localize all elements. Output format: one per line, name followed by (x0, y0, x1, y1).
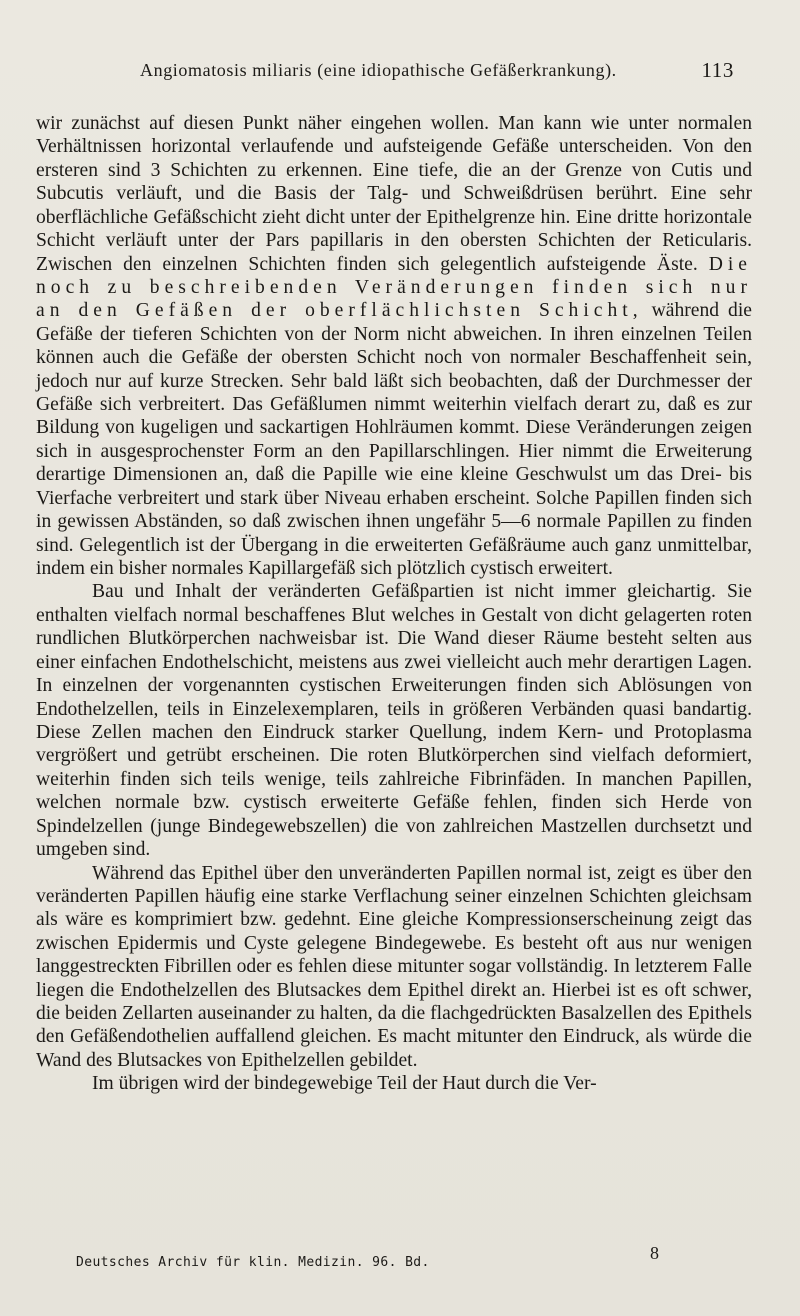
paragraph-1 (36, 112, 752, 580)
paragraph-2: Bau und Inhalt der veränderten Gefäßpartien ist nicht immer gleichartig. Sie enthalten vielfach normal beschaffenes Blut welches in Gestalt von dicht gelagerten roten rundlichen Blutkörperchen nachweisbar ist. Die Wand dieser Räume besteht selten aus einer einfachen Endothelschicht, meistens aus zwei vielleicht auch mehr derartigen Lagen. In einzelnen der vorgenannten cystischen Erweiterungen finden sich Ablösungen von Endothelzellen, teils in Einzelexemplaren, teils in größeren Verbänden quasi bandartig. Diese Zellen machen den Eindruck starker Quellung, indem Kern- und Protoplasma vergrößert und getrübt erscheinen. Die roten Blutkörperchen sind vielfach deformiert, weiterhin finden sich teils wenige, teils zahlreiche Fibrinfäden. In manchen Papillen, welchen normale bzw. cystisch erweiterte Gefäße fehlen, finden sich Herde von Spindelzellen (junge Bindegewebszellen) die von zahlreichen Mastzellen durchsetzt und umgeben sind. (36, 581, 752, 861)
running-header (36, 60, 734, 90)
paragraph-1-spaced-emphasis: Die noch zu beschreibenden Veränderungen finden sich nur an den Gefäßen der oberflächlichsten Schicht, (36, 253, 752, 322)
page-number: 113 (701, 58, 734, 82)
paragraph-1-text-before: wir zunächst auf diesen Punkt näher eingehen wollen. Man kann wie unter normalen Verhältnissen horizontal verlaufende und aufsteigende Gefäße unterscheiden. Von den ersteren sind 3 Schichten zu erkennen. Eine tiefe, die an der Grenze von Cutis und Subcutis verläuft, und die Basis der Talg- und Schweißdrüsen berührt. Eine sehr oberflächliche Gefäßschicht zieht dicht unter der Epithelgrenze hin. Eine dritte horizontale Schicht verläuft unter der Pars papillaris in den obersten Schichten der Reticularis. Zwischen den einzelnen Schichten finden sich gelegentlich aufsteigende Äste. (36, 113, 752, 275)
body-text (36, 112, 752, 1096)
running-title: Angiomatosis miliaris (eine idiopathische Gefäßerkrankung). (140, 60, 617, 80)
paragraph-3: Während das Epithel über den unveränderten Papillen normal ist, zeigt es über den veränderten Papillen häufig eine starke Verflachung seiner einzelnen Schichten gleichsam als wäre es komprimiert bzw. gedehnt. Eine gleiche Kompressionserscheinung zeigt das zwischen Epidermis und Cyste gelegene Bindegewebe. Es besteht oft aus nur wenigen langgestreckten Fibrillen oder es fehlen diese mitunter sogar vollständig. In letzterem Falle liegen die Endothelzellen des Blutsackes dem Epithel direkt an. Hierbei ist es oft schwer, die beiden Zellarten auseinander zu halten, da die flachgedrückten Basalzellen des Epithels den Gefäßendothelien auffallend gleichen. Es macht mitunter den Eindruck, als würde die Wand des Blutsackes von Epithelzellen gebildet. (36, 862, 752, 1071)
journal-footer: Deutsches Archiv für klin. Medizin. 96. Bd. (76, 1255, 430, 1270)
paragraph-1-text-after: während die Gefäße der tieferen Schichten von der Norm nicht abweichen. In ihren einzelnen Teilen können auch die Gefäße der obersten Schicht noch von normaler Beschaffenheit sein, jedoch nur auf kurze Strecken. Sehr bald läßt sich beobachten, daß der Durchmesser der Gefäße sich verbreitert. Das Gefäßlumen nimmt weiterhin vielfach derart zu, daß es zur Bildung von kugeligen und sackartigen Hohlräumen kommt. Diese Veränderungen zeigen sich in ausgesprochenster Form an den Papillarschlingen. Hier nimmt die Erweiterung derartige Dimensionen an, daß die Papille wie eine kleine Geschwulst um das Drei- bis Vierfache verbreitert und stark über Niveau erhaben erscheint. Solche Papillen finden sich in gewissen Abständen, so daß zwischen ihnen ungefähr 5—6 normale Papillen zu finden sind. Gelegentlich ist der Übergang in die erweiterten Gefäßräume auch ganz unmittelbar, indem ein bisher normales Kapillargefäß sich plötzlich cystisch erweitert. (36, 300, 752, 580)
signature-mark: 8 (650, 1243, 659, 1263)
paragraph-4: Im übrigen wird der bindegewebige Teil der Haut durch die Ver- (92, 1073, 597, 1095)
